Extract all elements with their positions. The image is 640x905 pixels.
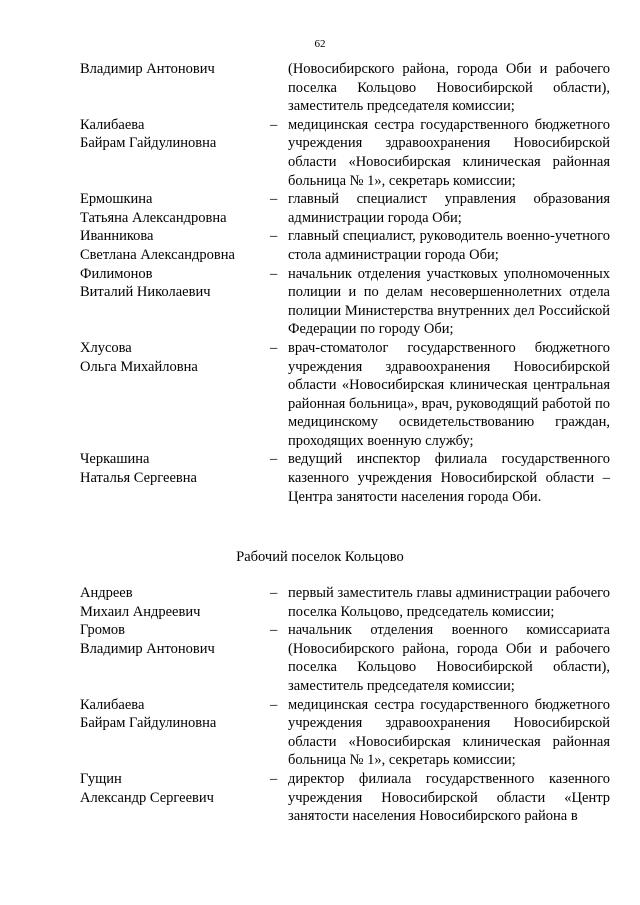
- member-entry: [80, 621, 610, 695]
- member-name-line: Александр Сергеевич: [80, 789, 214, 806]
- page-number: 62: [314, 38, 326, 50]
- entry-dash: –: [270, 116, 278, 133]
- member-position: медицинская сестра государственного бюджетного учреждения здравоохранения Новосибирской области «Новосибирская клиническая районная больница № 1», секретарь комиссии;: [288, 116, 610, 189]
- entry-dash: [270, 60, 288, 116]
- member-position: врач-стоматолог государственного бюджетного учреждения здравоохранения Новосибирской области «Новосибирская клиническая центральная районная больница», врач, руководящий работой по медицинскому освидетельствованию граждан, проходящих военную службу;: [288, 339, 610, 449]
- member-position: ведущий инспектор филиала государственного казенного учреждения Новосибирской области – Центра занятости населения города Оби.: [288, 451, 610, 505]
- member-position: (Новосибирского района, города Оби и рабочего поселка Кольцово Новосибирской области), заместитель председателя комиссии;: [288, 61, 610, 115]
- member-position: медицинская сестра государственного бюджетного учреждения здравоохранения Новосибирской области «Новосибирская клиническая районная больница № 1», секретарь комиссии;: [288, 696, 610, 769]
- entry-dash: –: [270, 265, 278, 282]
- member-name: [80, 116, 270, 190]
- commission-members-list-a: [80, 60, 610, 506]
- section-title: Рабочий поселок Кольцово: [236, 549, 404, 565]
- member-name-line: Ермошкина: [80, 191, 153, 208]
- member-name-line: Светлана Александровна: [80, 246, 235, 263]
- member-name-line: Хлусова: [80, 339, 132, 356]
- member-name-line: Андреев: [80, 585, 133, 601]
- member-name: [80, 339, 270, 451]
- member-name: [80, 227, 270, 264]
- member-name-line: Татьяна Александровна: [80, 209, 227, 226]
- member-entry: [80, 265, 610, 339]
- member-entry: [80, 60, 610, 116]
- member-name-line: Владимир Антонович: [80, 640, 215, 657]
- member-name-line: Гущин: [80, 770, 122, 787]
- member-name: [80, 770, 270, 826]
- entry-dash: –: [270, 339, 278, 356]
- member-entry: [80, 339, 610, 451]
- entry-dash: –: [270, 451, 278, 468]
- member-name: [80, 584, 270, 621]
- member-entry: [80, 116, 610, 190]
- member-name: [80, 190, 270, 227]
- member-name: [80, 450, 270, 506]
- member-name: [80, 696, 270, 770]
- commission-members-list-b: [80, 584, 610, 826]
- member-entry: [80, 227, 610, 264]
- member-name-line: Наталья Сергеевна: [80, 470, 197, 487]
- member-name-line: Калибаева: [80, 696, 145, 713]
- member-name: [80, 265, 270, 339]
- member-position: начальник отделения участковых уполномоченных полиции и по делам несовершеннолетних отдела полиции Министерства внутренних дел Российской Федерации по городу Оби;: [288, 265, 610, 338]
- entry-dash: –: [270, 696, 278, 713]
- entry-dash: –: [270, 622, 278, 639]
- member-name-line: Байрам Гайдулиновна: [80, 715, 217, 732]
- member-entry: [80, 770, 610, 826]
- member-name-line: Владимир Антонович: [80, 61, 215, 77]
- member-name-line: Ольга Михайловна: [80, 358, 198, 375]
- member-name-line: Филимонов: [80, 265, 153, 282]
- member-name-line: Байрам Гайдулиновна: [80, 135, 217, 152]
- member-entry: [80, 450, 610, 506]
- member-name-line: Калибаева: [80, 116, 145, 133]
- member-position: первый заместитель главы администрации рабочего поселка Кольцово, председатель комиссии;: [288, 585, 610, 620]
- member-entry: [80, 696, 610, 770]
- member-name-line: Иванникова: [80, 228, 154, 245]
- member-name: [80, 621, 270, 695]
- member-entry: [80, 190, 610, 227]
- member-name-line: Черкашина: [80, 451, 150, 468]
- member-position: главный специалист управления образования администрации города Оби;: [288, 191, 610, 226]
- entry-dash: –: [270, 770, 278, 787]
- member-name-line: Громов: [80, 622, 125, 639]
- member-entry: [80, 584, 610, 621]
- member-position: начальник отделения военного комиссариата (Новосибирского района, города Оби и рабочего поселка Кольцово Новосибирской области), заместитель председателя комиссии;: [288, 622, 610, 694]
- member-name-line: Михаил Андреевич: [80, 603, 201, 620]
- member-position: главный специалист, руководитель военно-учетного стола администрации города Оби;: [288, 228, 610, 263]
- entry-dash: –: [270, 191, 278, 208]
- member-name-line: Виталий Николаевич: [80, 284, 211, 301]
- member-name: [80, 60, 270, 116]
- member-position: директор филиала государственного казенного учреждения Новосибирской области «Центр занятости населения Новосибирского района в: [288, 770, 610, 825]
- entry-dash: –: [270, 228, 278, 245]
- entry-dash: –: [270, 585, 278, 601]
